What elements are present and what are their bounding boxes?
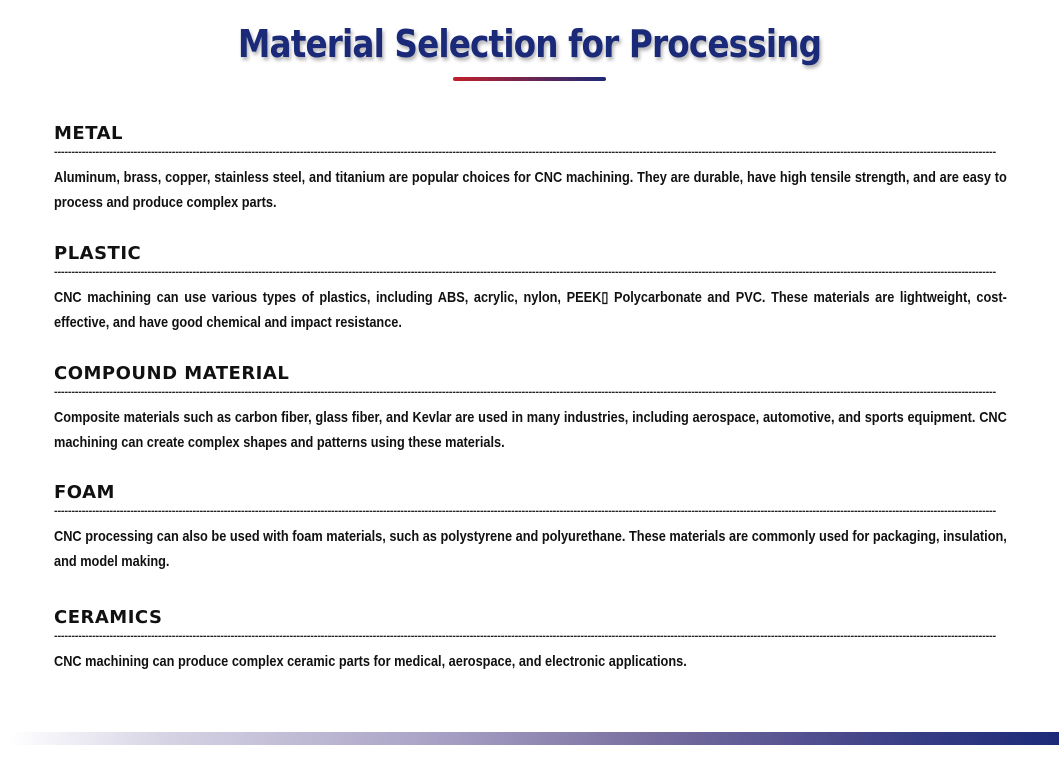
section-heading: CERAMICS [54, 607, 163, 628]
footer-gradient-bar [10, 732, 1059, 745]
section-text: CNC machining can use various types of plastics, including ABS, acrylic, nylon, PEEK▯ Polycarbonate and PVC. These materials are lightweight, cost-effective, and have good chemical and impact resistance. [54, 289, 1007, 331]
section-ceramics [54, 606, 1007, 674]
dashed-divider: -------------------------------------------------------------------------------------------------------------------------------------------------------------------------------------------------------------------------------------------------------------------------------- [54, 266, 996, 278]
section-heading: PLASTIC [54, 243, 142, 264]
dashed-divider: -------------------------------------------------------------------------------------------------------------------------------------------------------------------------------------------------------------------------------------------------------------------------------- [54, 505, 996, 517]
dashed-divider: -------------------------------------------------------------------------------------------------------------------------------------------------------------------------------------------------------------------------------------------------------------------------------- [54, 386, 996, 398]
section-foam [54, 481, 1007, 574]
section-heading: FOAM [54, 482, 115, 503]
section-heading: METAL [54, 123, 123, 144]
section-metal [54, 122, 1007, 215]
page-title: Material Selection for Processing [237, 22, 822, 66]
section-text: Composite materials such as carbon fiber, glass fiber, and Kevlar are used in many industries, including aerospace, automotive, and sports equipment. CNC machining can create complex shapes and patterns using these materials. [54, 409, 1007, 451]
section-text: CNC processing can also be used with foam materials, such as polystyrene and polyurethane. These materials are commonly used for packaging, insulation, and model making. [54, 528, 1007, 570]
dashed-divider: -------------------------------------------------------------------------------------------------------------------------------------------------------------------------------------------------------------------------------------------------------------------------------- [54, 630, 996, 642]
title-underline [453, 77, 606, 81]
section-heading: COMPOUND MATERIAL [54, 363, 290, 384]
dashed-divider: -------------------------------------------------------------------------------------------------------------------------------------------------------------------------------------------------------------------------------------------------------------------------------- [54, 146, 996, 158]
section-plastic [54, 242, 1007, 335]
section-text: CNC machining can produce complex ceramic parts for medical, aerospace, and electronic applications. [54, 653, 687, 670]
section-compound-material [54, 362, 1007, 455]
section-text: Aluminum, brass, copper, stainless steel, and titanium are popular choices for CNC machining. They are durable, have high tensile strength, and are easy to process and produce complex parts. [54, 169, 1007, 211]
